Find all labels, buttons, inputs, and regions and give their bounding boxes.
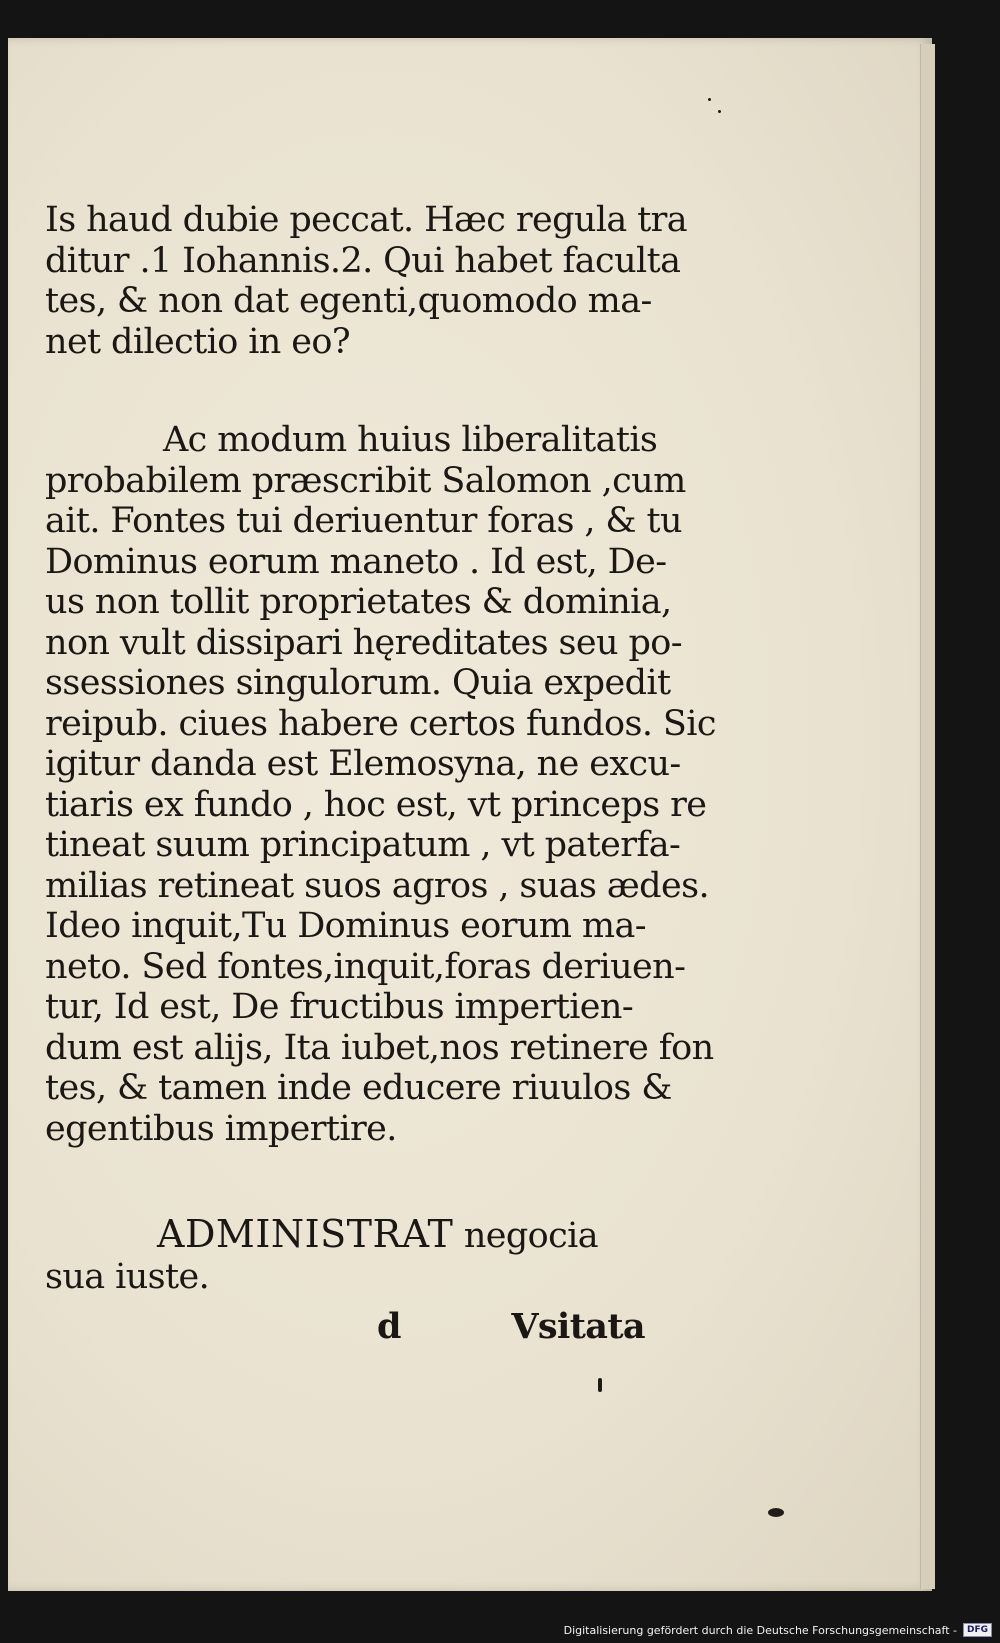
- text-line: ssessiones singulorum. Quia expedit: [45, 663, 671, 703]
- text-line: ait. Fontes tui deriuentur foras , & tu: [45, 501, 682, 541]
- text-line: Ideo inquit,Tu Dominus eorum ma-: [45, 906, 646, 946]
- heading-line: [45, 1214, 598, 1257]
- text-line: tes, & tamen inde educere riuulos &: [45, 1068, 672, 1108]
- text-line: egentibus impertire.: [45, 1108, 397, 1149]
- digitization-credit: [564, 1620, 992, 1640]
- heading-line-rest: negocia: [453, 1216, 599, 1256]
- text-line: milias retineat suos agros , suas ædes.: [45, 865, 709, 906]
- ink-speck: [768, 1508, 784, 1517]
- text-line: reipub. ciues habere certos fundos. Sic: [45, 703, 716, 744]
- text-line: igitur danda est Elemosyna, ne excu-: [45, 744, 681, 784]
- ink-speck: [708, 98, 711, 101]
- text-line: tes, & non dat egenti,quomodo ma-: [45, 281, 652, 321]
- text-line: tiaris ex fundo , hoc est, vt princeps re: [45, 784, 707, 825]
- text-line: net dilectio in eo?: [45, 321, 351, 362]
- text-line: Ac modum huius liberalitatis: [163, 420, 658, 460]
- text-line: neto. Sed fontes,inquit,foras deriuen-: [45, 946, 686, 987]
- catchword: Vsitata: [511, 1306, 645, 1347]
- text-line: sua iuste.: [45, 1256, 210, 1297]
- page-foot-line: [45, 1307, 645, 1349]
- text-line: non vult dissipari hęreditates seu po-: [45, 622, 682, 663]
- page-text: [45, 200, 716, 1347]
- text-line: us non tollit proprietates & dominia,: [45, 582, 672, 622]
- text-line: ditur .1 Iohannis.2. Qui habet faculta: [45, 240, 681, 281]
- page-edge: [920, 44, 935, 1589]
- text-line: tur, Id est, De fructibus impertien-: [45, 987, 634, 1027]
- text-line: dum est alijs, Ita iubet,nos retinere fon: [45, 1027, 714, 1068]
- paragraph-2: [45, 420, 716, 1149]
- text-line: probabilem præscribit Salomon ,cum: [45, 460, 686, 501]
- signature-mark: d: [377, 1306, 401, 1347]
- paragraph-1: [45, 200, 688, 362]
- ink-speck: [718, 110, 721, 113]
- ink-speck: [598, 1378, 602, 1392]
- dfg-logo: DFG: [963, 1623, 992, 1637]
- paragraph-3: [45, 1214, 598, 1297]
- credit-text: Digitalisierung gefördert durch die Deutsche Forschungsgemeinschaft -: [563, 1623, 957, 1637]
- section-heading-caps: ADMINISTRAT: [157, 1212, 454, 1256]
- text-line: Is haud dubie peccat. Hæc regula tra: [45, 200, 688, 240]
- text-line: Dominus eorum maneto . Id est, De-: [45, 541, 667, 582]
- book-page: [8, 38, 932, 1591]
- text-line: tineat suum principatum , vt paterfa-: [45, 825, 681, 865]
